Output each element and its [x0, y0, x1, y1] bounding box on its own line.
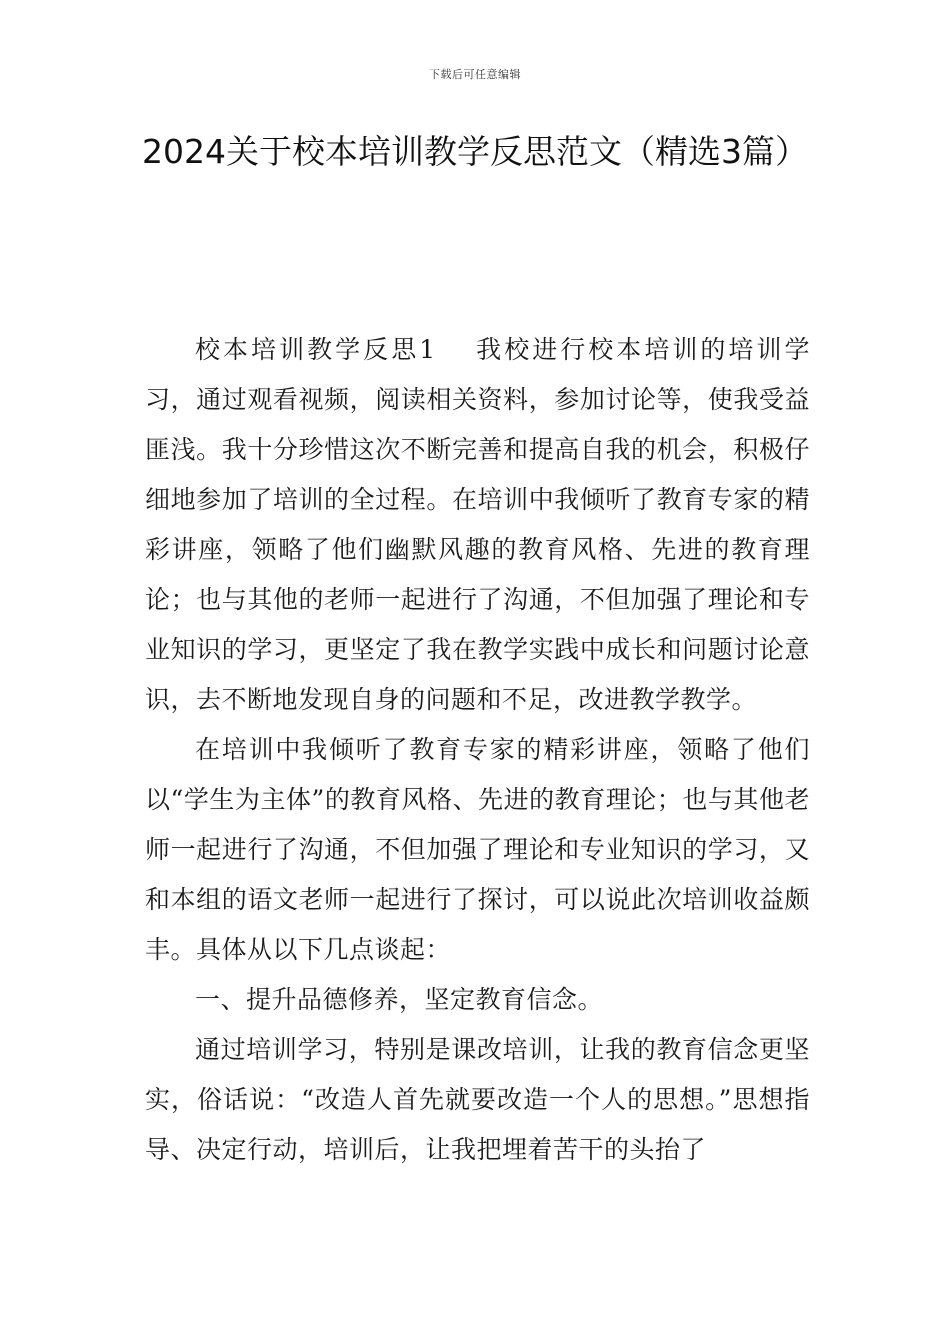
paragraph-text: 在培训中我倾听了教育专家的精彩讲座，领略了他们以“学生为主体”的教育风格、先进的教育理论；也与其他老师一起进行了沟通，不但加强了理论和专业知识的学习，又和本组的语文老师一起进行了探讨，可以说此次培训收益颇丰。具体从以下几点谈起：: [145, 735, 810, 964]
document-title: 2024关于校本培训教学反思范文（精选3篇）: [142, 132, 808, 171]
section-heading: 校本培训教学反思1: [195, 335, 436, 364]
paragraph-4: [145, 1025, 810, 1175]
paragraph-1: [145, 325, 810, 725]
paragraph-2: [145, 725, 810, 975]
paragraph-text: 通过培训学习，特别是课改培训，让我的教育信念更坚实，俗话说：“改造人首先就要改造一个人的思想。”思想指导、决定行动，培训后，让我把埋着苦干的头抬了: [145, 1035, 810, 1164]
paragraph-3: [145, 975, 810, 1025]
header-note: 下载后可任意编辑: [429, 68, 521, 81]
paragraph-text: 一、提升品德修养，坚定教育信念。: [195, 985, 604, 1014]
document-body: [145, 325, 810, 1175]
paragraph-text: 我校进行校本培训的培训学习，通过观看视频，阅读相关资料，参加讨论等，使我受益匪浅。我十分珍惜这次不断完善和提高自我的机会，积极仔细地参加了培训的全过程。在培训中我倾听了教育专家的精彩讲座，领略了他们幽默风趣的教育风格、先进的教育理论；也与其他的老师一起进行了沟通，不但加强了理论和专业知识的学习，更坚定了我在教学实践中成长和问题讨论意识，去不断地发现自身的问题和不足，改进教学教学。: [145, 335, 810, 714]
